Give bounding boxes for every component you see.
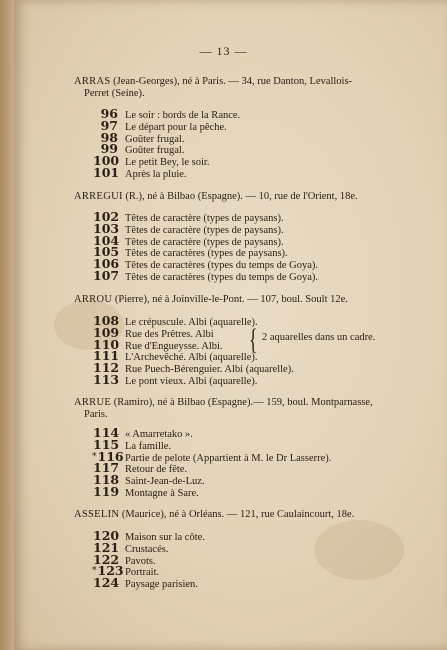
catalog-number: 99: [100, 141, 118, 157]
list-item: [92, 483, 412, 499]
work-title: Paysage parisien.: [125, 579, 198, 591]
list-item: [92, 577, 412, 589]
catalog-number: 105: [93, 244, 120, 260]
artist-details: (Maurice), né à Orléans. — 121, rue Caulaincourt, 18e.: [119, 509, 355, 520]
list-item: [92, 258, 412, 270]
catalog-number: 115: [93, 436, 120, 452]
work-title: Le départ pour la pêche.: [125, 121, 227, 133]
list-item: [92, 530, 412, 542]
artist-details-continued: Perret (Seine).: [84, 88, 145, 99]
catalog-number: 122: [93, 551, 120, 567]
catalog-number: 97: [100, 117, 118, 133]
artist-heading: [74, 76, 404, 100]
work-title: Saint-Jean-de-Luz.: [125, 476, 205, 488]
book-spine: [0, 0, 14, 650]
list-item: [92, 211, 412, 223]
list-item: [92, 246, 412, 258]
list-item: [92, 565, 412, 577]
artist-name: ARREGUI: [74, 191, 123, 202]
work-title: Têtes de caractère (types de paysans).: [125, 213, 284, 224]
work-title: Goûter frugal.: [125, 133, 185, 145]
catalog-number: 100: [93, 153, 120, 169]
work-title: La famille.: [125, 440, 172, 452]
list-item: [92, 232, 412, 248]
catalog-number: 109: [93, 324, 120, 340]
work-title: Le pont vieux. Albi (aquarelle).: [125, 375, 258, 387]
list-item: [92, 362, 412, 374]
catalog-number: 111: [93, 348, 120, 364]
catalog-number: 101: [93, 164, 120, 180]
artist-details: (Ramiro), né à Bilbao (Espagne).— 159, boul. Montparnasse,: [111, 397, 373, 408]
work-title: Portrait.: [125, 567, 160, 579]
list-item: [92, 427, 412, 439]
work-title: Têtes de caractères (types de paysans).: [125, 248, 288, 260]
list-item: [92, 220, 412, 236]
work-title: Le soir : bords de la Rance.: [125, 110, 241, 121]
catalog-number: *116: [92, 448, 124, 464]
list-item: [92, 371, 412, 387]
artist-name: ARRAS: [74, 76, 111, 87]
catalog-number: 112: [93, 360, 120, 376]
catalog-number: 118: [93, 472, 120, 488]
catalog-number: *123: [92, 563, 124, 579]
work-title: Montagne à Sare.: [125, 487, 199, 499]
artist-details: (Pierre), né à Joinville-le-Pont. — 107, boul. Soult 12e.: [112, 294, 348, 305]
list-item: [92, 436, 412, 452]
work-title: Le crépuscule. Albi (aquarelle).: [125, 317, 258, 328]
work-title: Après la pluie.: [125, 168, 187, 180]
catalog-number: 113: [93, 371, 120, 387]
catalog-number: 107: [93, 267, 120, 283]
list-item: [92, 155, 412, 167]
list-item: [92, 551, 412, 567]
catalog-number: 103: [93, 220, 120, 236]
list-item: [92, 164, 412, 180]
catalog-number: 108: [93, 313, 120, 328]
catalog-number: 98: [100, 129, 118, 145]
artist-name: ARRUE: [74, 397, 112, 408]
work-title: Rue d'Engueysse. Albi.: [125, 340, 223, 352]
catalog-number: 124: [93, 575, 120, 591]
work-title: Maison sur la côte.: [125, 532, 205, 543]
work-title: Crustacés.: [125, 543, 169, 555]
catalog-number: 106: [93, 256, 120, 272]
list-item: [92, 108, 412, 120]
work-title: Retour de fête.: [125, 464, 188, 476]
artist-name: ASSELIN: [74, 509, 120, 520]
work-title: Partie de pelote (Appartient à M. le Dr Lasserre).: [125, 452, 332, 464]
catalog-number: 117: [93, 460, 120, 476]
list-item: [92, 267, 412, 283]
list-item: [92, 117, 412, 133]
list-item: [92, 539, 412, 555]
page-number: — 13 —: [199, 44, 248, 58]
work-title: Rue des Prêtres. Albi: [125, 328, 214, 340]
catalog-number: 96: [100, 106, 118, 121]
catalog-number: 102: [93, 209, 120, 224]
list-item: [92, 143, 412, 155]
artist-heading: [74, 191, 404, 203]
works-list: [92, 108, 412, 179]
artist-heading: [74, 509, 404, 521]
works-list: [92, 211, 412, 282]
brace-note: 2 aquarelles dans un cadre.: [262, 332, 376, 343]
catalog-number: 114: [93, 425, 120, 440]
artist-details-continued: Paris.: [84, 409, 108, 420]
list-item: [92, 448, 412, 464]
work-title: Têtes de caractères (types du temps de Goya).: [125, 260, 318, 272]
work-title: Pavots.: [125, 555, 156, 567]
work-title: Têtes de caractère (types de paysans).: [125, 224, 284, 236]
works-list: [92, 427, 412, 498]
catalog-number: 119: [93, 483, 120, 499]
work-title: L'Archevêché. Albi (aquarelle).: [125, 352, 258, 364]
work-title: Rue Puech-Bérenguier. Albi (aquarelle).: [125, 364, 294, 376]
work-title: Têtes de caractère (types de paysans).: [125, 236, 284, 248]
catalog-number: 110: [93, 336, 120, 352]
artist-name: ARROU: [74, 294, 113, 305]
grouping-brace: {: [248, 323, 258, 356]
catalog-number: 121: [93, 539, 120, 555]
work-title: « Amarretako ».: [125, 429, 193, 440]
list-item: [92, 129, 412, 145]
work-title: Le petit Bey, le soir.: [125, 157, 210, 169]
catalog-number: 120: [93, 528, 120, 543]
work-title: Têtes de caractères (types du temps de Goya).: [125, 271, 318, 283]
catalog-number: 104: [93, 232, 120, 248]
artist-heading: [74, 397, 404, 421]
works-list: [92, 530, 412, 589]
list-item: [92, 474, 412, 486]
artist-details: (R.), né à Bilbao (Espagne). — 10, rue de l'Orient, 18e.: [122, 191, 358, 202]
artist-details: (Jean-Georges), né à Paris. — 34, rue Danton, Levallois-: [110, 76, 353, 87]
artist-heading: [74, 294, 404, 306]
work-title: Goûter frugal.: [125, 145, 185, 157]
